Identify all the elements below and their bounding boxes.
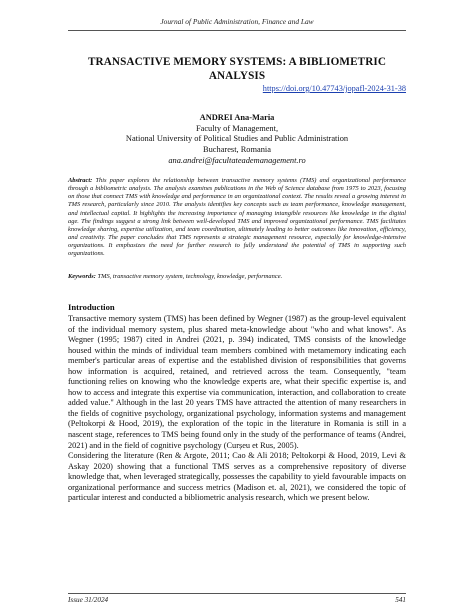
abstract-text: This paper explores the relationship between transactive memory systems (TMS) and organizational performance through a bibliometric analysis. The analysis examines publications in the Web of Science database from 1975 to 2023, focusing on those that connect TMS with knowledge and performance in an organizational context. The results reveal a growing interest in TMS research, particularly since 2010. The analysis identifies key concepts such as team performance, knowledge management, and intellectual capital. It highlights the increasing importance of managing intangible resources like knowledge in the digital age. The findings suggest a strong link between well-developed TMS and improved organizational performance. TMS facilitates knowledge sharing, expertise utilization, and team coordination, ultimately leading to better outcomes like innovation, efficiency, and creativity. The paper concludes that TMS represents a strategic management resource, especially for knowledge-intensive organizations. It emphasizes the need for further research to fully understand the potential of TMS in supporting such organizations. [68, 177, 407, 258]
running-head-journal: Journal of Public Administration, Finance and Law [160, 17, 314, 26]
author-email: ana.andrei@facultateademanagement.ro [168, 155, 306, 165]
keywords-text: TMS, transactive memory system, technology, knowledge, performance. [97, 273, 283, 280]
introduction-paragraph-2: Considering the literature (Ren & Argote, 2011; Cao & Ali 2018; Peltokorpi & Hood, 2019, Levi & Askay 2020) showing that a functional TMS serves as a comprehensive repository of diverse knowledge that, when leveraged strategically, possesses the capability to yield favourable impacts on organizational performance and success metrics (Madison et. al, 2021), we considered the topic of particular interest and conducted a bibliometric analysis research, which we present below. [68, 451, 406, 503]
author-name: ANDREI Ana-Maria [199, 113, 275, 122]
section-heading-introduction: Introduction [68, 302, 115, 312]
keywords-label: Keywords: [68, 273, 96, 280]
article-title: TRANSACTIVE MEMORY SYSTEMS: A BIBLIOMETRIC ANALYSIS [87, 56, 387, 82]
footer-issue: Issue 31/2024 [68, 596, 109, 604]
abstract-label: Abstract: [68, 177, 93, 184]
keywords [68, 273, 406, 281]
author-location: Bucharest, Romania [203, 145, 271, 155]
author-department: Faculty of Management, [195, 123, 279, 133]
abstract [68, 177, 406, 259]
author-university: National University of Political Studies and Public Administration [125, 134, 349, 144]
footer-page-number: 541 [395, 596, 406, 604]
doi-link[interactable]: https://doi.org/10.47743/jopafl-2024-31-38 [262, 84, 406, 93]
header-divider [68, 30, 406, 31]
footer-divider [68, 593, 406, 594]
author-block [68, 113, 406, 167]
introduction-body [68, 314, 406, 504]
introduction-paragraph-1: Transactive memory system (TMS) has been defined by Wegner (1987) as the group-level equivalent of the individual memory system, plus shared meta-knowledge about "who and what knows". As Wegner (1995; 1987) cited in Andrei (2021, p. 394) indicated, TMS consists of the knowledge housed within the minds of individual team members combined with metamemory indicating each member's particular areas of expertise and the established division of responsibilities that governs how information is acquired, retained, and retrieved across the team. Consequently, "team functioning relies on knowing who the knowledge experts are, what their specific expertise is, and how to access and integrate this expertise via communication, interaction, and collaboration to create added value." Although in the last 20 years TMS have attracted the attention of many researchers in the fields of cognitive psychology, organizational psychology, information systems and management (Peltokorpi & Hood, 2019), the exploration of the topic in the literature in Romania is still in a nascent stage, references to TMS being found only in the study of the performance of teams (Andrei, 2021) and in the field of cognitive psychology (Curșeu et Rus, 2005). [68, 314, 406, 450]
